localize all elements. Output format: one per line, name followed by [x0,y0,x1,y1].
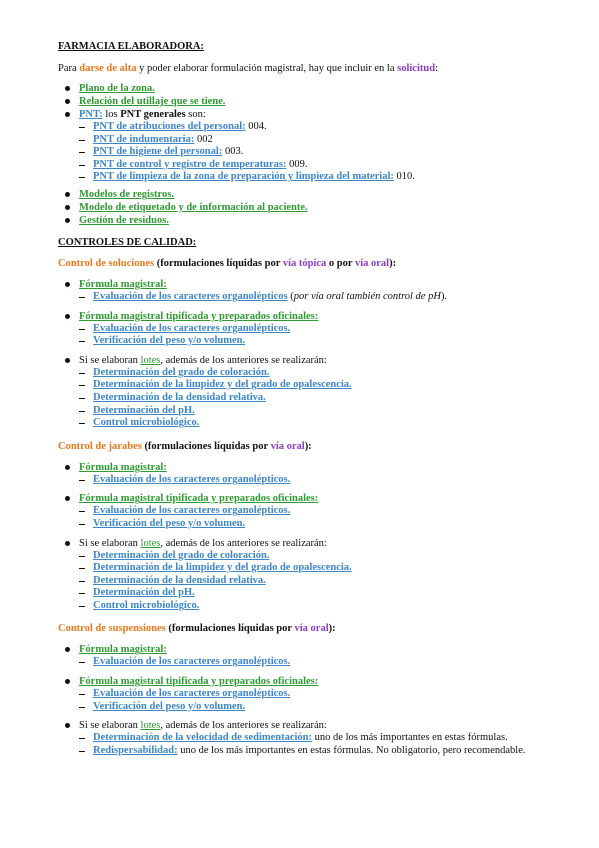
test-link[interactable]: Determinación del pH. [93,587,195,599]
list-item: Si se elaboran lotes, además de los anteriores se realizarán: Determinación de la velocidad de sedimentación: uno de los más importantes en estas fórmulas. Redispersabilidad: uno de los más importantes en estas fórmulas. No obligatorio, pero recomendable. [58,719,558,757]
list-item [58,95,558,108]
farmacia-title: FARMACIA ELABORADORA: [58,41,204,52]
formula-magistral-link[interactable]: Fórmula magistral: [79,278,167,290]
modelos-registros-link[interactable]: Modelos de registros. [79,188,174,200]
sub-item [58,405,558,418]
pnt-link[interactable]: PNT de atribuciones del personal: [93,121,246,132]
jarabes-list [58,461,558,613]
soluciones-heading: Control de soluciones (formulaciones líquidas por vía tópica o por vía oral): [58,257,397,269]
evaluacion-link[interactable]: Evaluación de los caracteres organolépticos. [93,688,291,700]
test-link[interactable]: Control microbiológico. [93,599,200,611]
evaluacion-link[interactable]: Evaluación de los caracteres organolépticos. [93,322,291,334]
controles-title: CONTROLES DE CALIDAD: [58,236,197,248]
etiquetado-link[interactable]: Modelo de etiquetado y de información al paciente. [79,201,308,213]
sub-item [58,701,558,714]
utillaje-link[interactable]: Relación del utillaje que se tiene. [79,96,226,107]
formula-tipificada-link[interactable]: Fórmula magistral tipificada y preparados oficinales: [79,493,319,505]
pnt-link[interactable]: PNT de control y registro de temperaturas: [93,158,287,170]
test-link[interactable]: Determinación de la densidad relativa. [93,574,266,586]
residuos-link[interactable]: Gestión de residuos. [79,214,169,226]
sub-item [58,392,558,405]
sub-item: Redispersabilidad: uno de los más importantes en estas fórmulas. No obligatorio, pero recomendable. [58,745,558,758]
test-link[interactable]: Determinación de la densidad relativa. [93,391,266,403]
sub-item [58,335,558,348]
sub-item [58,656,558,669]
pnt-link[interactable]: PNT: [79,109,103,120]
verificacion-link[interactable]: Verificación del peso y/o volumen. [93,517,246,529]
test-link[interactable]: Control microbiológico. [93,417,200,429]
verificacion-link[interactable]: Verificación del peso y/o volumen. [93,700,246,712]
sub-item [58,575,558,588]
list-item [58,461,558,487]
sub-item [58,367,558,380]
lotes-link[interactable]: lotes [140,720,161,732]
pnt-item: PNT de control y registro de temperaturas: 009. [58,159,558,172]
list-item [58,310,558,348]
list-item: Si se elaboran lotes, además de los anteriores se realizarán: Determinación del grado de coloración. Determinación de la limpidez y del grado de opalescencia. Determinación de la densidad relativa. Determinación del pH. Control microbiológico. [58,354,558,430]
document-page [58,40,558,757]
list-item [58,82,558,95]
suspensiones-heading: Control de suspensiones (formulaciones líquidas por vía oral): [58,623,336,635]
test-link[interactable]: Determinación del grado de coloración. [93,549,270,561]
pnt-item: PNT de atribuciones del personal: 004. [58,121,558,134]
pnt-link[interactable]: PNT de indumentaria: [93,133,195,145]
solicitud: solicitud [397,63,436,74]
list-item [58,643,558,669]
list-item [58,278,558,304]
sub-item: Evaluación de los caracteres organolépticos (por vía oral también control de pH). [58,291,558,304]
formula-tipificada-link[interactable]: Fórmula magistral tipificada y preparados oficinales: [79,310,319,322]
list-item [58,214,558,227]
lotes-link[interactable]: lotes [140,354,161,366]
sub-item [58,562,558,575]
test-link[interactable]: Determinación del pH. [93,404,195,416]
list-item [58,188,558,201]
redispersabilidad-link[interactable]: Redispersabilidad: [93,744,178,756]
sub-item: Determinación de la velocidad de sedimentación: uno de los más importantes en estas fórmulas. [58,732,558,745]
plano-link[interactable]: Plano de la zona. [79,83,155,94]
sub-item [58,505,558,518]
formula-tipificada-link[interactable]: Fórmula magistral tipificada y preparados oficinales: [79,676,319,688]
list-item: PNT: los PNT generales son: PNT de atribuciones del personal: 004. PNT de indumentaria: 002 PNT de higiene del personal: 003. PNT de control y registro de temperaturas: 009. PNT de limpieza de la zona de preparación y limpieza del material: 010. [58,108,558,184]
sub-item [58,587,558,600]
formula-magistral-link[interactable]: Fórmula magistral: [79,644,167,656]
lotes-link[interactable]: lotes [140,537,161,549]
list-item: Si se elaboran lotes, además de los anteriores se realizarán: Determinación del grado de coloración. Determinación de la limpidez y del grado de opalescencia. Determinación de la densidad relativa. Determinación del pH. Control microbiológico. [58,537,558,613]
solicitud-list [58,82,558,227]
evaluacion-link[interactable]: Evaluación de los caracteres organolépticos. [93,473,291,485]
sub-item [58,688,558,701]
pnt-item: PNT de indumentaria: 002 [58,134,558,147]
soluciones-list [58,278,558,430]
list-item [58,492,558,530]
suspensiones-list [58,643,558,757]
pnt-item: PNT de limpieza de la zona de preparación y limpieza del material: 010. [58,171,558,184]
darse-de-alta: darse de alta [79,63,137,74]
pnt-item: PNT de higiene del personal: 003. [58,146,558,159]
sub-item [58,600,558,613]
farmacia-intro: Para darse de alta y poder elaborar formulación magistral, hay que incluir en la solicitud: [58,63,438,74]
jarabes-heading: Control de jarabes (formulaciones líquidas por vía oral): [58,440,312,452]
sub-item [58,550,558,563]
test-link[interactable]: Determinación de la limpidez y del grado de opalescencia. [93,562,352,574]
verificacion-link[interactable]: Verificación del peso y/o volumen. [93,335,246,347]
sub-item [58,474,558,487]
sub-item [58,417,558,430]
pnt-list [58,121,558,184]
test-link[interactable]: Determinación del grado de coloración. [93,366,270,378]
pnt-link[interactable]: PNT de limpieza de la zona de preparación y limpieza del material: [93,171,394,183]
sedimentacion-link[interactable]: Determinación de la velocidad de sedimentación: [93,732,313,744]
evaluacion-link[interactable]: Evaluación de los caracteres organolépticos. [93,505,291,517]
sub-item [58,379,558,392]
sub-item [58,323,558,336]
evaluacion-link[interactable]: Evaluación de los caracteres organolépticos [93,290,288,302]
sub-item [58,518,558,531]
list-item [58,201,558,214]
formula-magistral-link[interactable]: Fórmula magistral: [79,461,167,473]
pnt-link[interactable]: PNT de higiene del personal: [93,146,223,158]
list-item [58,675,558,713]
evaluacion-link[interactable]: Evaluación de los caracteres organolépticos. [93,656,291,668]
test-link[interactable]: Determinación de la limpidez y del grado de opalescencia. [93,379,352,391]
